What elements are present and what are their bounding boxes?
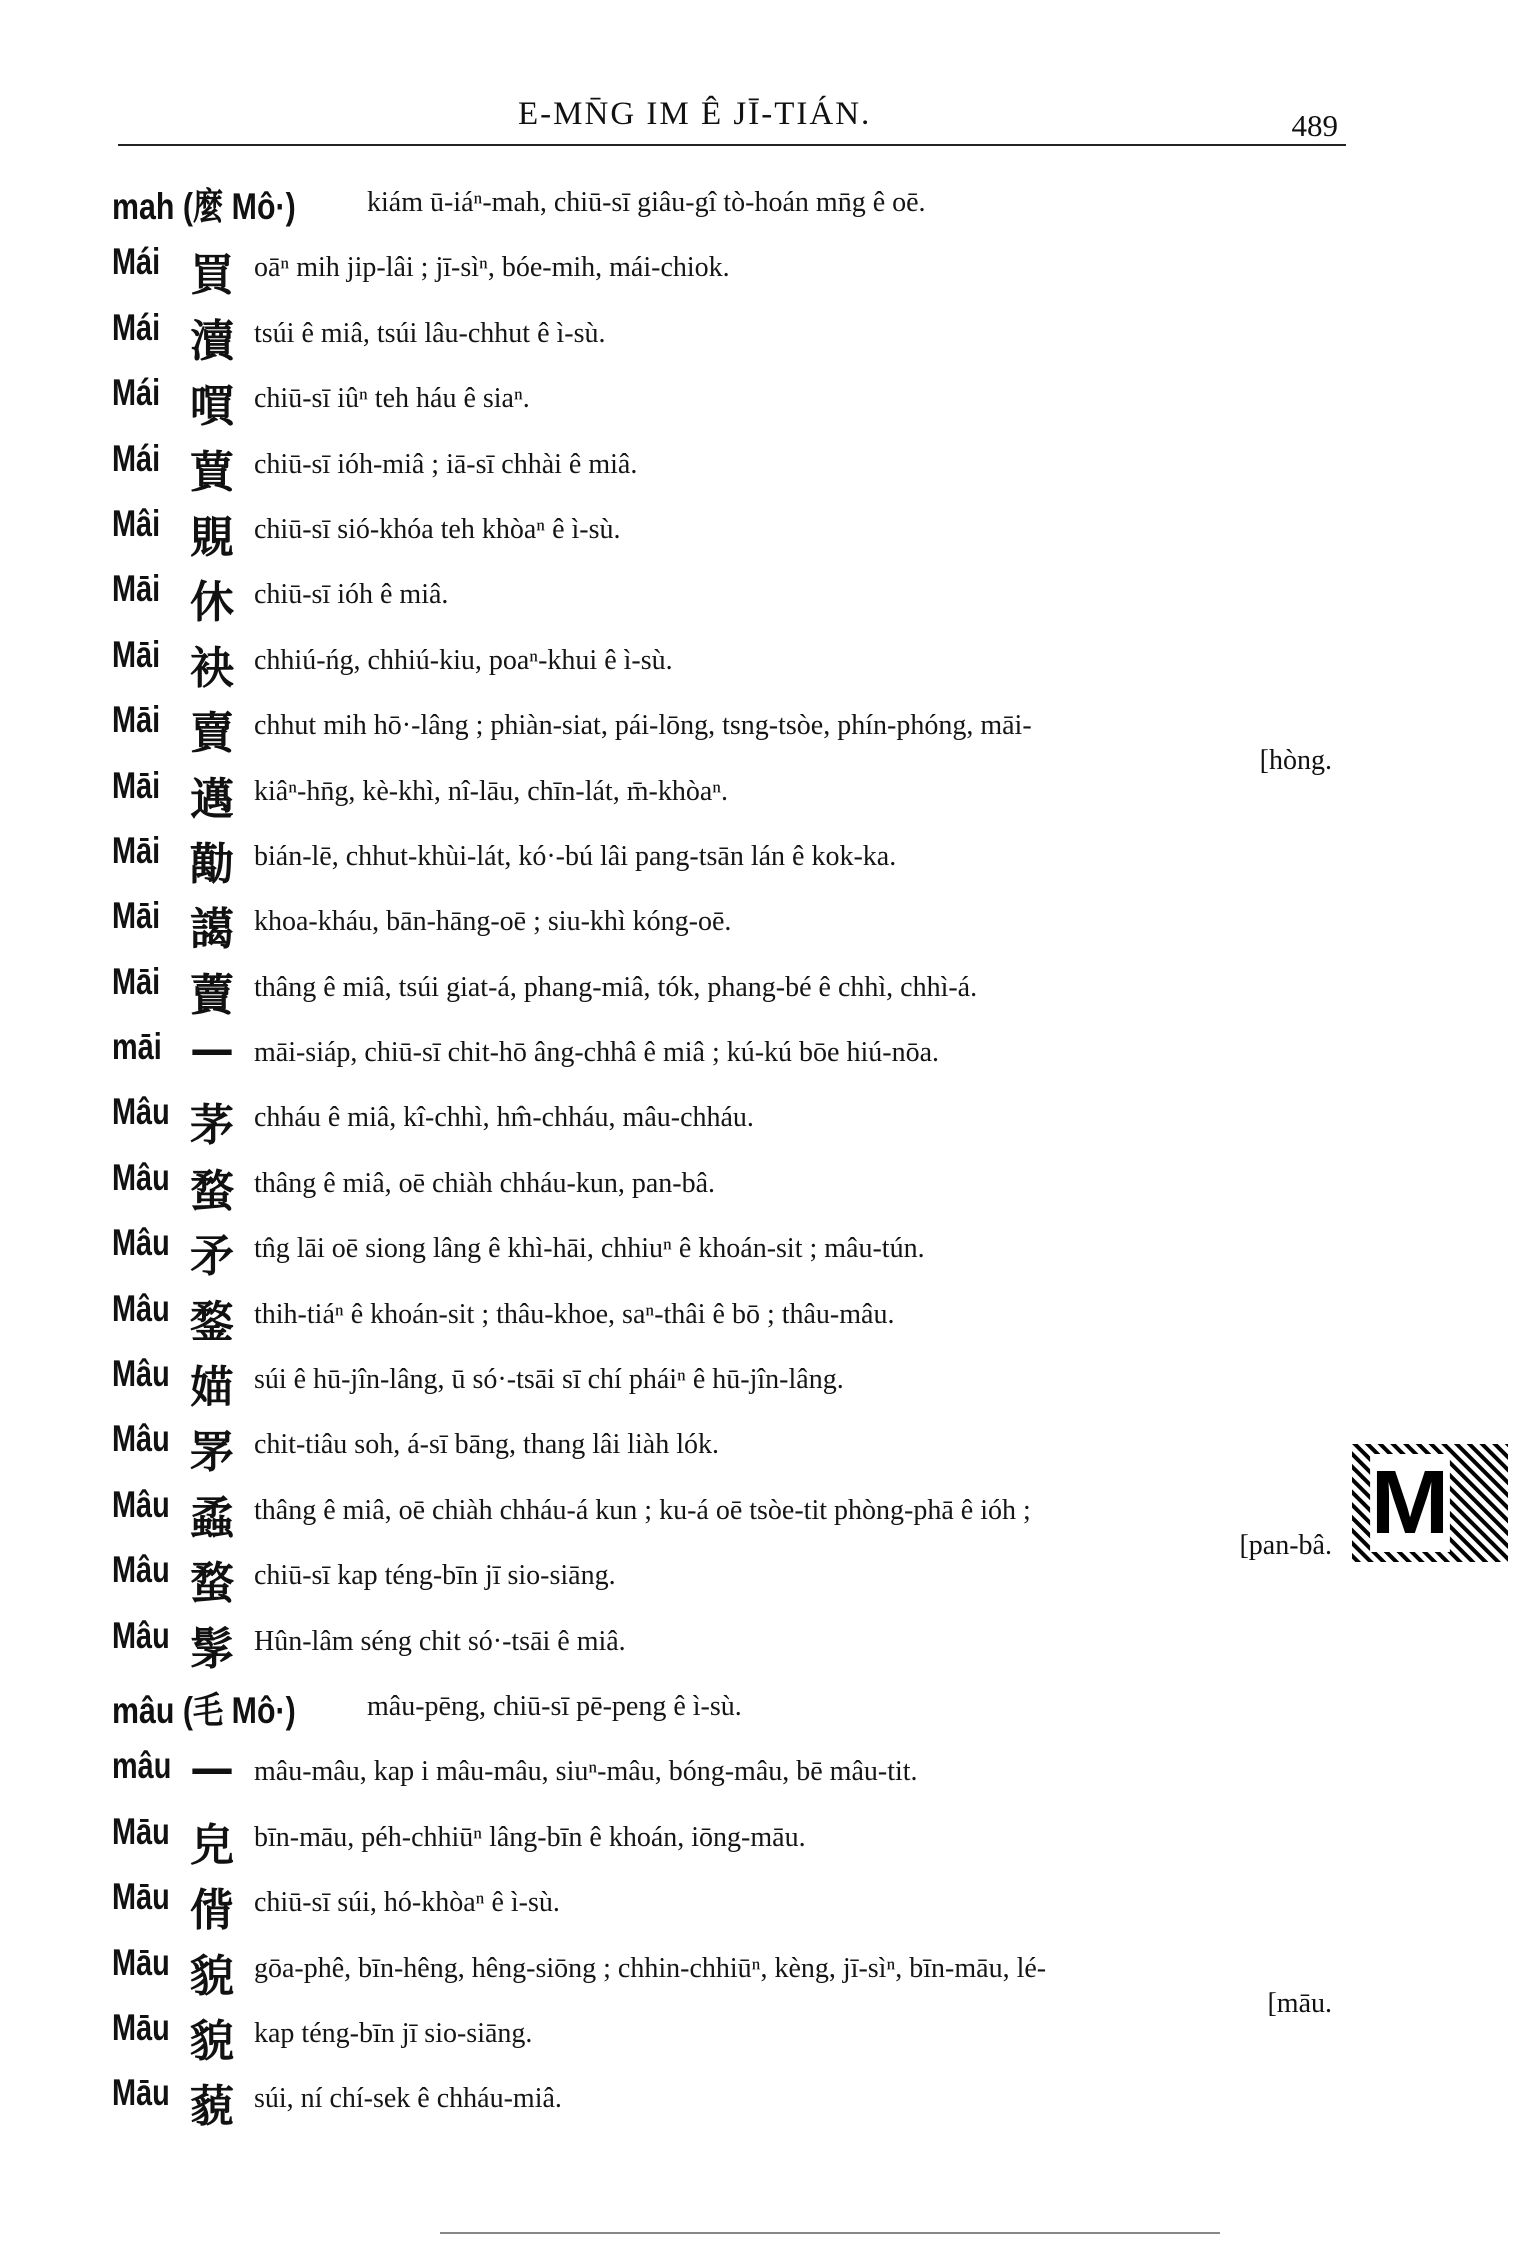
- entry-character: 偝: [190, 1885, 234, 1937]
- entry-character: 貌: [190, 1950, 234, 2002]
- entry-definition: chiū-sī kap téng-bīn jī sio-siāng.: [254, 1560, 616, 1592]
- entry-headword: Mâu: [112, 1091, 170, 1133]
- dictionary-entry: [112, 432, 1342, 497]
- entry-definition: chiū-sī súi, hó-khòaⁿ ê ì-sù.: [254, 1887, 560, 1919]
- entry-character: 蕒: [190, 446, 234, 498]
- entry-headword: Mâu: [112, 1287, 170, 1329]
- entry-definition: kiám ū-iáⁿ-mah, chiū-sī giâu-gî tò-hoán mn̄g ê oē.: [367, 187, 926, 218]
- entry-headword: Mái: [112, 437, 161, 479]
- entry-headword: mâu: [112, 1745, 172, 1787]
- entry-character: 茅: [190, 1100, 234, 1152]
- entry-headword: Mâu: [112, 1222, 170, 1264]
- entry-character: 邁: [190, 773, 234, 825]
- entry-headword: Māi: [112, 960, 161, 1002]
- entry-headword: Māu: [112, 1941, 170, 1983]
- entry-headword: Mâu: [112, 1549, 170, 1591]
- entry-continuation: [māu.: [1267, 1987, 1332, 2019]
- dictionary-entry: [112, 497, 1342, 562]
- entry-headword: mah (麼 Mô·): [112, 186, 296, 227]
- dictionary-entry: [112, 955, 1342, 1020]
- dictionary-entry: [112, 1478, 1342, 1561]
- entry-character: —: [190, 1024, 234, 1076]
- entry-definition: tn̂g lāi oē siong lâng ê khì-hāi, chhiuⁿ ê khoán-sit ; mâu-tún.: [254, 1233, 925, 1265]
- entry-definition: gōa-phê, bīn-hêng, hêng-siōng ; chhin-chhiūⁿ, kèng, jī-sìⁿ, bīn-māu, lé-: [254, 1952, 1047, 1984]
- dictionary-entry: [112, 1085, 1342, 1150]
- entry-definition: thâng ê miâ, oē chiàh chháu-á kun ; ku-á oē tsòe-tit phòng-phā ê ióh ;: [254, 1494, 1031, 1526]
- entry-character: 貌: [190, 2015, 234, 2067]
- entry-headword: Māi: [112, 895, 161, 937]
- entry-list: [112, 170, 1342, 2132]
- entry-character: 瀆: [190, 315, 234, 367]
- entry-definition: kap téng-bīn jī sio-siāng.: [254, 2017, 533, 2049]
- dictionary-entry: [112, 301, 1342, 366]
- dictionary-entry: [112, 1870, 1342, 1935]
- entry-headword: Māu: [112, 2006, 170, 2048]
- entry-definition: bián-lē, chhut-khùi-lát, kó·-bú lâi pang-tsān lán ê kok-ka.: [254, 840, 897, 872]
- thumb-tab-letter: M: [1370, 1453, 1450, 1553]
- entry-definition: kiâⁿ-hn̄g, kè-khì, nî-lāu, chīn-lát, m̄-khòaⁿ.: [254, 775, 729, 807]
- entry-character: 買: [190, 250, 234, 302]
- entry-character: 矛: [190, 1231, 234, 1283]
- entry-definition: chiū-sī ióh-miâ ; iā-sī chhài ê miâ.: [254, 448, 638, 480]
- entry-headword: Mâu: [112, 1483, 170, 1525]
- entry-character: 藐: [190, 2081, 234, 2133]
- entry-headword: Mâu: [112, 1353, 170, 1395]
- entry-character: 罞: [190, 1427, 234, 1479]
- dictionary-entry: [112, 1347, 1342, 1412]
- entry-definition: māi-siáp, chiū-sī chit-hō âng-chhâ ê miâ ; kú-kú bōe hiú-nōa.: [254, 1037, 940, 1069]
- page-number: 489: [1291, 108, 1338, 143]
- entry-headword: Māu: [112, 1876, 170, 1918]
- entry-definition: thih-tiáⁿ ê khoán-sit ; thâu-khoe, saⁿ-thâi ê bō ; thâu-mâu.: [254, 1298, 895, 1330]
- entry-definition: mâu-pēng, chiū-sī pē-peng ê ì-sù.: [367, 1690, 742, 1722]
- entry-character: —: [190, 1743, 234, 1795]
- entry-character: 嘪: [190, 381, 234, 433]
- entry-definition: Hûn-lâm séng chit só·-tsāi ê miâ.: [254, 1625, 626, 1657]
- entry-continuation: [hòng.: [1259, 745, 1332, 777]
- dictionary-entry: [112, 1020, 1342, 1085]
- bottom-rule: [440, 2232, 1220, 2234]
- entry-headword: Māu: [112, 1810, 170, 1852]
- dictionary-entry: [112, 759, 1342, 824]
- entry-headword: Māi: [112, 633, 161, 675]
- entry-headword: Mâi: [112, 502, 161, 544]
- entry-continuation: [pan-bâ.: [1239, 1529, 1332, 1561]
- entry-character: 蝥: [190, 1558, 234, 1610]
- dictionary-entry: [112, 1216, 1342, 1281]
- entry-character: 鍪: [190, 1296, 234, 1348]
- entry-definition: khoa-kháu, bān-hāng-oē ; siu-khì kóng-oē.: [254, 906, 732, 938]
- dictionary-entry: [112, 824, 1342, 889]
- entry-headword: Mái: [112, 306, 161, 348]
- dictionary-entry: [112, 366, 1342, 431]
- running-title: E-MN̄G IM Ê JĪ-TIÁN.: [518, 96, 872, 132]
- entry-definition: chháu ê miâ, kî-chhì, hm̂-chháu, mâu-chháu.: [254, 1102, 754, 1134]
- entry-character: 譪: [190, 904, 234, 956]
- dictionary-entry: [112, 170, 1342, 235]
- entry-headword: Māi: [112, 764, 161, 806]
- entry-character: 休: [190, 577, 234, 629]
- dictionary-entry: [112, 235, 1342, 300]
- entry-definition: mâu-mâu, kap i mâu-mâu, siuⁿ-mâu, bóng-mâu, bē mâu-tit.: [254, 1756, 918, 1788]
- entry-character: 媌: [190, 1362, 234, 1414]
- entry-definition: thâng ê miâ, oē chiàh chháu-kun, pan-bâ.: [254, 1167, 716, 1199]
- entry-definition: tsúi ê miâ, tsúi lâu-chhut ê ì-sù.: [254, 317, 606, 349]
- entry-character: 蝥: [190, 1165, 234, 1217]
- dictionary-entry: [112, 1674, 1342, 1739]
- dictionary-entry: [112, 1739, 1342, 1804]
- entry-character: 藚: [190, 969, 234, 1021]
- entry-definition: chiū-sī sió-khóa teh khòaⁿ ê ì-sù.: [254, 513, 621, 545]
- dictionary-entry: [112, 889, 1342, 954]
- entry-headword: mâu (毛 Mô·): [112, 1689, 296, 1731]
- entry-headword: Mâu: [112, 1418, 170, 1460]
- entry-character: 皃: [190, 1819, 234, 1871]
- header-rule: [118, 144, 1346, 146]
- dictionary-entry: [112, 2066, 1342, 2131]
- dictionary-entry: [112, 1936, 1342, 2019]
- entry-definition: chiū-sī iûⁿ teh háu ê siaⁿ.: [254, 383, 530, 415]
- entry-headword: Mâu: [112, 1156, 170, 1198]
- entry-character: 勱: [190, 838, 234, 890]
- dictionary-entry: [112, 1543, 1342, 1608]
- dictionary-entry: [112, 1609, 1342, 1674]
- dictionary-entry: [112, 2001, 1342, 2066]
- dictionary-entry: [112, 1805, 1342, 1870]
- entry-headword: Mâu: [112, 1614, 170, 1656]
- entry-definition: oāⁿ mih jip-lâi ; jī-sìⁿ, bóe-mih, mái-chiok.: [254, 252, 730, 284]
- entry-headword: Mái: [112, 241, 161, 283]
- entry-headword: māi: [112, 1026, 162, 1068]
- entry-definition: bīn-māu, péh-chhiūⁿ lâng-bīn ê khoán, iōng-māu.: [254, 1821, 806, 1853]
- entry-headword: Mái: [112, 372, 161, 414]
- entry-definition: chhut mih hō·-lâng ; phiàn-siat, pái-lōng, tsng-tsòe, phín-phóng, māi-: [254, 710, 1032, 742]
- dictionary-entry: [112, 1282, 1342, 1347]
- dictionary-entry: [112, 1412, 1342, 1477]
- entry-character: 覞: [190, 511, 234, 563]
- dictionary-entry: [112, 1151, 1342, 1216]
- page-header: [118, 96, 1338, 146]
- entry-headword: Māi: [112, 829, 161, 871]
- entry-definition: chhiú-ńg, chhiú-kiu, poaⁿ-khui ê ì-sù.: [254, 644, 673, 676]
- dictionary-entry: [112, 628, 1342, 693]
- entry-definition: súi ê hū-jîn-lâng, ū só·-tsāi sī chí pháiⁿ ê hū-jîn-lâng.: [254, 1364, 844, 1396]
- entry-headword: Māi: [112, 699, 161, 741]
- entry-character: 袂: [190, 642, 234, 694]
- entry-headword: Māu: [112, 2072, 170, 2114]
- entry-character: 賣: [190, 708, 234, 760]
- entry-definition: chiū-sī ióh ê miâ.: [254, 579, 449, 611]
- thumb-index-tab: [1352, 1444, 1508, 1562]
- entry-character: 髳: [190, 1623, 234, 1675]
- entry-definition: súi, ní chí-sek ê chháu-miâ.: [254, 2083, 562, 2115]
- dictionary-entry: [112, 562, 1342, 627]
- entry-definition: chit-tiâu soh, á-sī bāng, thang lâi liàh lók.: [254, 1429, 720, 1461]
- entry-definition: thâng ê miâ, tsúi giat-á, phang-miâ, tók, phang-bé ê chhì, chhì-á.: [254, 971, 978, 1003]
- dictionary-entry: [112, 693, 1342, 777]
- entry-character: 蟊: [190, 1492, 234, 1544]
- entry-headword: Māi: [112, 568, 161, 610]
